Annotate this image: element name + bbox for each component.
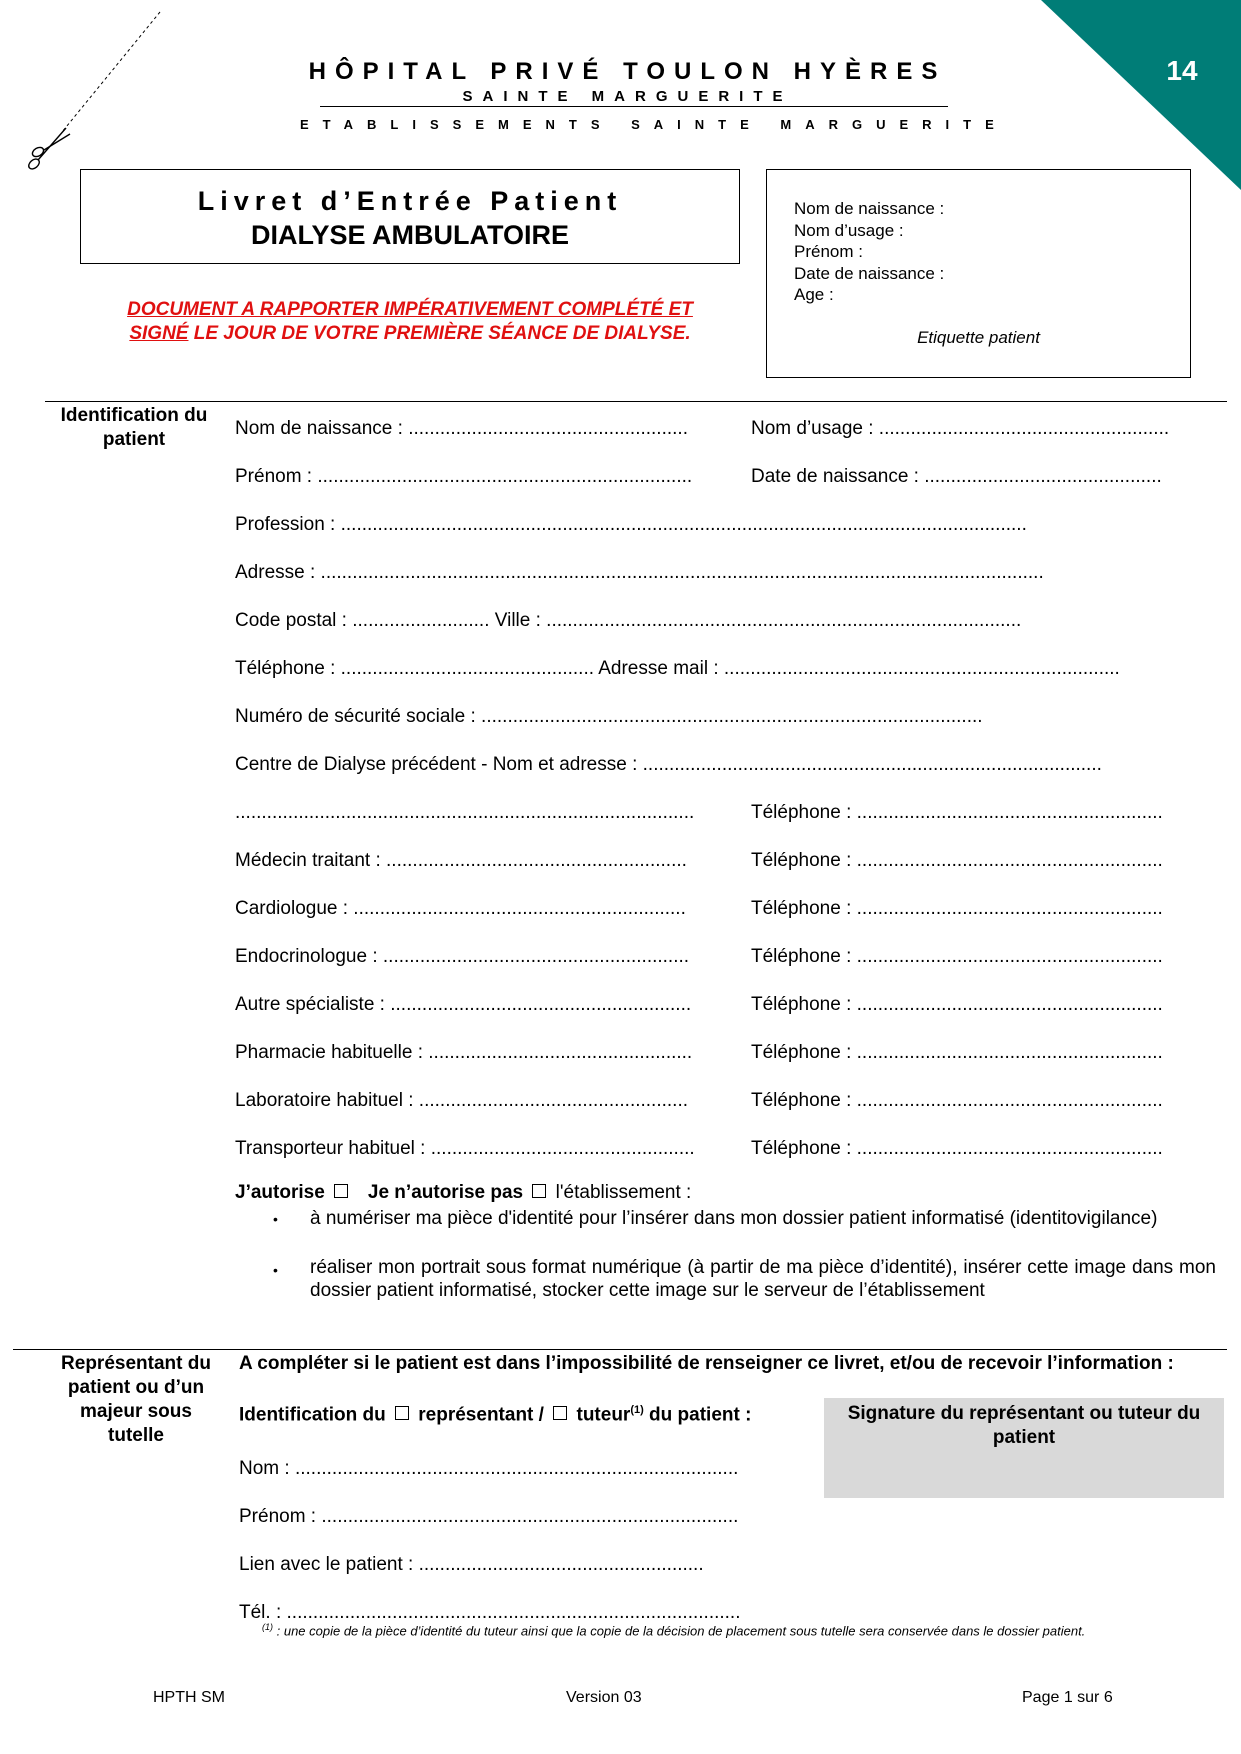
authorization-bullet-id: à numériser ma pièce d'identité pour l’insérer dans mon dossier patient informatisé (identitovigilance) (310, 1208, 1158, 1229)
warning-notice: DOCUMENT A RAPPORTER IMPÉRATIVEMENT COMPLÉTÉ ET SIGNÉ LE JOUR DE VOTRE PREMIÈRE SÉANCE DE DIALYSE. (127, 299, 693, 344)
birth-name-field[interactable]: Nom de naissance : ..................................................... (235, 418, 688, 439)
authorize-label: J’autorise (235, 1182, 325, 1203)
label-age: Age : (794, 285, 834, 304)
previous-center-field[interactable]: Centre de Dialyse précédent - Nom et adresse : ....................................................................................... (235, 754, 1102, 775)
section-divider (45, 401, 1227, 402)
gp-phone-field[interactable]: Téléphone : .......................................................... (751, 850, 1163, 871)
pharmacy-field[interactable]: Pharmacie habituelle : .................................................. (235, 1042, 693, 1063)
cardiologist-phone-field[interactable]: Téléphone : .......................................................... (751, 898, 1163, 919)
phone-email-field[interactable]: Téléphone : ................................................ Adresse mail : ........................................................................... (235, 658, 1120, 679)
first-name-field[interactable]: Prénom : ....................................................................... (235, 466, 693, 487)
endocrinologist-phone-field[interactable]: Téléphone : .......................................................... (751, 946, 1163, 967)
identification-heading: Identification du patient (60, 405, 208, 450)
establishment-name: ETABLISSEMENTS SAINTE MARGUERITE (300, 117, 1008, 132)
previous-center-phone-field[interactable]: Téléphone : .......................................................... (751, 802, 1163, 823)
label-usage-name: Nom d’usage : (794, 220, 904, 240)
bullet-icon: • (273, 1211, 278, 1227)
pharmacy-phone-field[interactable]: Téléphone : .......................................................... (751, 1042, 1163, 1063)
authorization-rest: l'établissement : (550, 1182, 692, 1203)
representative-heading: Représentant du patient ou d’un majeur sous tutelle (61, 1353, 211, 1446)
page-section-number: 14 (1166, 55, 1198, 86)
rep-name-field[interactable]: Nom : .................................................................................... (239, 1458, 739, 1479)
representative-checkbox[interactable] (395, 1406, 409, 1420)
signature-label: Signature du représentant ou tuteur du patient (847, 1403, 1201, 1448)
not-authorize-checkbox[interactable] (532, 1184, 546, 1198)
footer-version: Version 03 (566, 1689, 642, 1706)
usage-name-field[interactable]: Nom d’usage : ....................................................... (751, 418, 1170, 439)
hospital-name: HÔPITAL PRIVÉ TOULON HYÈRES (308, 58, 947, 85)
footer-left: HPTH SM (153, 1689, 225, 1706)
other-specialist-field[interactable]: Autre spécialiste : ......................................................... (235, 994, 692, 1015)
scissors-icon (20, 10, 170, 175)
tutor-checkbox[interactable] (553, 1406, 567, 1420)
profession-field[interactable]: Profession : .................................................................................................................................. (235, 514, 1027, 535)
document-title: Livret d’Entrée Patient (197, 186, 623, 216)
address-field[interactable]: Adresse : ......................................................................................................................................... (235, 562, 1044, 583)
gp-field[interactable]: Médecin traitant : ......................................................... (235, 850, 687, 871)
header-divider (320, 106, 948, 107)
social-security-field[interactable]: Numéro de sécurité sociale : ............................................................................................... (235, 706, 983, 727)
authorization-bullet-portrait: réaliser mon portrait sous format numérique (à partir de ma pièce d’identité), insérer cette image dans mon dossier patient informatisé, stocker cette image sur le serveur de l’établissement (310, 1257, 1216, 1301)
representative-intro: A compléter si le patient est dans l’impossibilité de renseigner ce livret, et/ou de recevoir l’information : (239, 1353, 1174, 1374)
not-authorize-label: Je n’autorise pas (367, 1182, 524, 1203)
hospital-subtitle: SAINTE MARGUERITE (462, 88, 793, 105)
label-birth-date: Date de naissance : (794, 263, 945, 283)
label-birth-name: Nom de naissance : (794, 199, 945, 218)
postal-city-field[interactable]: Code postal : .......................... Ville : .......................................................................................... (235, 610, 1022, 631)
patient-sticker-caption: Etiquette patient (917, 328, 1040, 347)
document-subtitle: DIALYSE AMBULATOIRE (250, 220, 570, 250)
representative-identification: Identification du représentant / tuteur$^{(1)}$ du patient : (239, 1404, 752, 1426)
rep-relationship-field[interactable]: Lien avec le patient : ...................................................... (239, 1554, 704, 1575)
bullet-icon: • (273, 1262, 278, 1278)
rep-first-name-field[interactable]: Prénom : ............................................................................... (239, 1506, 739, 1527)
rep-phone-field[interactable]: Tél. : ...................................................................................... (239, 1602, 741, 1623)
label-first-name: Prénom : (794, 242, 863, 261)
footnote: $^{(1)}$ : une copie de la pièce d’identité du tuteur ainsi que la copie de la décision de placement sous tutelle sera conservée dans le dossier patient. (262, 1622, 1086, 1639)
other-specialist-phone-field[interactable]: Téléphone : .......................................................... (751, 994, 1163, 1015)
endocrinologist-field[interactable]: Endocrinologue : .......................................................... (235, 946, 690, 967)
previous-center-address-field[interactable]: ....................................................................................... (235, 802, 695, 823)
document-title-box (80, 169, 740, 264)
cardiologist-field[interactable]: Cardiologue : ............................................................... (235, 898, 686, 919)
laboratory-field[interactable]: Laboratoire habituel : ................................................... (235, 1090, 689, 1111)
transporter-field[interactable]: Transporteur habituel : .................................................. (235, 1138, 695, 1159)
transporter-phone-field[interactable]: Téléphone : .......................................................... (751, 1138, 1163, 1159)
authorization-line (235, 1182, 691, 1204)
patient-label-box (766, 169, 1191, 378)
laboratory-phone-field[interactable]: Téléphone : .......................................................... (751, 1090, 1163, 1111)
signature-box[interactable] (824, 1398, 1224, 1498)
footer-page: Page 1 sur 6 (1022, 1689, 1113, 1706)
section-divider (13, 1349, 1227, 1350)
birth-date-field[interactable]: Date de naissance : ............................................. (751, 466, 1162, 487)
authorize-checkbox[interactable] (334, 1184, 348, 1198)
